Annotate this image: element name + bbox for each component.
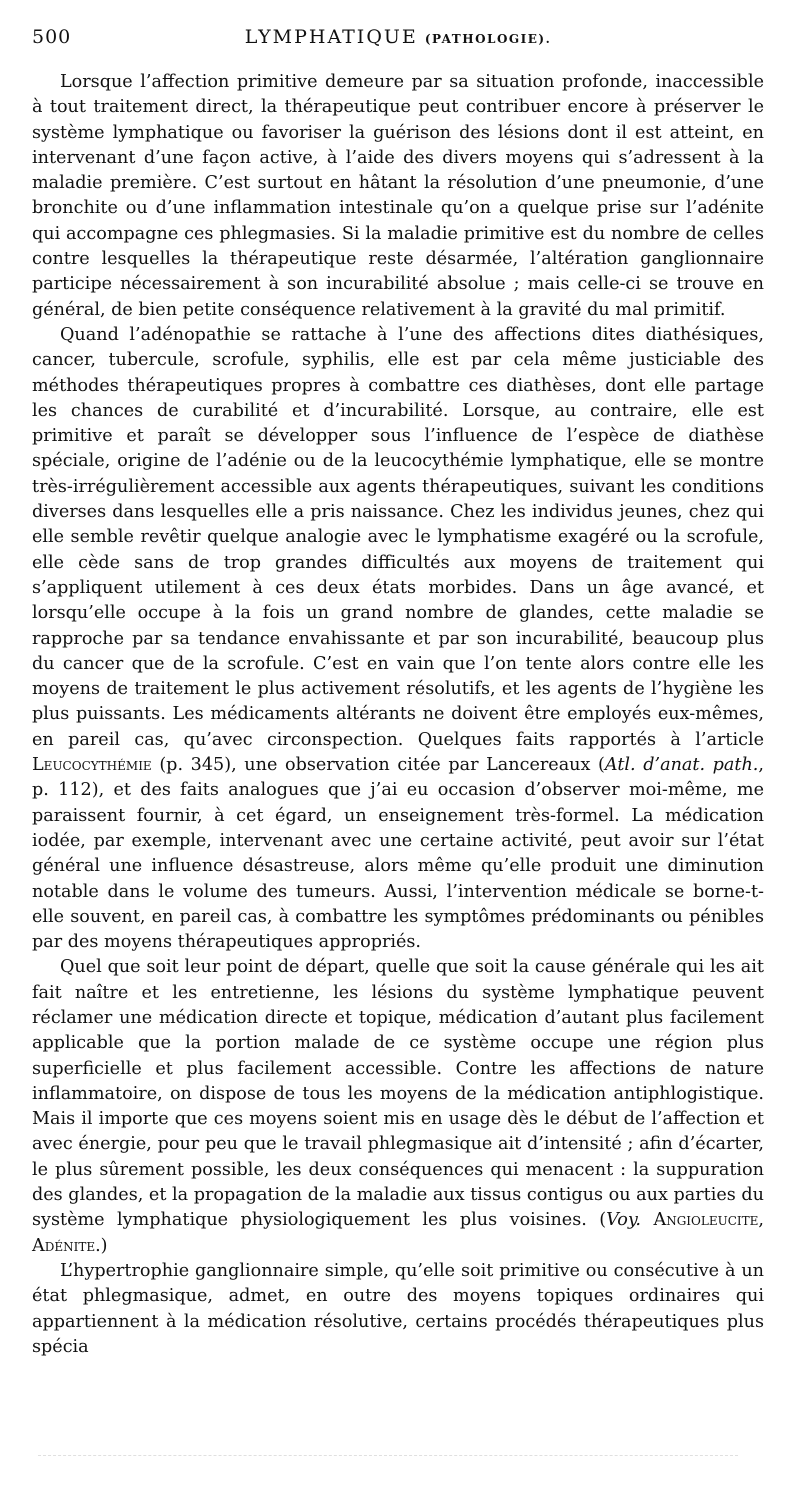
paragraph-4 xyxy=(32,1259,764,1360)
citation-atlas: Atl. d’anat. path. xyxy=(604,755,759,776)
cross-reference-leucocythemie: Leucocythémie xyxy=(32,755,152,776)
bottom-rule xyxy=(38,1455,738,1456)
cross-reference-separator: , xyxy=(758,1210,764,1231)
paragraph-1 xyxy=(32,70,764,323)
page-number: 500 xyxy=(32,26,72,48)
running-title xyxy=(32,26,764,48)
voy-abbreviation: Voy. xyxy=(606,1210,642,1231)
paragraph-2 xyxy=(32,323,764,955)
paragraph-1-text: Lorsque l’affection primitive demeure par sa situation profonde, inaccessible à tout traitement direct, la thérapeutique peut contribuer encore à préserver le système lymphatique ou favoriser la guérison des lésions dont il est atteint, en intervenant d’une façon active, à l’aide des divers moyens qui s’adressent à la maladie première. C’est surtout en hâtant la résolution d’une pneumonie, d’une bronchite ou d’une inflammation intestinale qu’on a quelque prise sur l’adénite qui accompagne ces phlegmasies. Si la maladie primitive est du nombre de celles contre lesquelles la thérapeutique reste désarmée, l’altération ganglionnaire participe nécessairement à son incurabilité absolue ; mais celle-ci se trouve en général, de bien petite conséquence relativement à la gravité du mal primitif. xyxy=(32,72,764,320)
cross-reference-angioleucite: Angioleucite xyxy=(653,1210,759,1231)
paragraph-2-text-1: Quand l’adénopathie se rattache à l’une des affections dites diathésiques, cancer, tubercule, scrofule, syphilis, elle est par cela même justiciable des méthodes thérapeutiques propres à combattre ces diathèses, dont elle partage les chances de curabilité et d’incurabilité. Lorsque, au contraire, elle est primitive et paraît se développer sous l’influence de l’espèce de diathèse spéciale, origine de l’adénie ou de la leucocythémie lymphatique, elle se montre très-irrégulièrement accessible aux agents thérapeutiques, suivant les conditions diverses dans lesquelles elle a pris naissance. Chez les individus jeunes, chez qui elle semble revêtir quelque analogie avec le lymphatisme exagéré ou la scrofule, elle cède sans de trop grandes difficultés aux moyens de traitement qui s’appliquent utilement à ces deux états morbides. Dans un âge avancé, et lorsqu’elle occupe à la fois un grand nombre de glandes, cette maladie se rapproche par sa tendance envahissante et par son incurabilité, beaucoup plus du cancer que de la scrofule. C’est en vain que l’on tente alors contre elle les moyens de traitement le plus activement résolutifs, et les agents de l’hygiène les plus puissants. Les médicaments altérants ne doivent être employés eux-mêmes, en pareil cas, qu’avec circonspection. Quelques faits rapportés à l’article xyxy=(32,324,764,750)
running-title-main: LYMPHATIQUE xyxy=(244,26,418,48)
paragraph-3 xyxy=(32,955,764,1259)
running-title-subtitle: (PATHOLOGIE). xyxy=(424,32,552,46)
paragraph-2-text-3: , p. 112), et des faits analogues que j’ai eu occasion d’observer moi-même, me paraissent fournir, à cet égard, un enseignement très-formel. La médication iodée, par exemple, intervenant avec une certaine activité, peut avoir sur l’état général une influence désastreuse, alors même qu’elle produit une diminution notable dans le volume des tumeurs. Aussi, l’intervention médicale se borne-t-elle souvent, en pareil cas, à combattre les symptômes prédominants ou pénibles par des moyens thérapeutiques appropriés. xyxy=(32,755,764,953)
document-page xyxy=(32,26,764,1360)
paragraph-4-text: L’hypertrophie ganglionnaire simple, qu’elle soit primitive ou consécutive à un état phlegmasique, admet, en outre des moyens topiques ordinaires qui appartiennent à la médication résolutive, certains procédés thérapeutiques plus spécia xyxy=(32,1260,764,1357)
paragraph-3-text-1: Quel que soit leur point de départ, quelle que soit la cause générale qui les ait fait naître et les entretienne, les lésions du système lymphatique peuvent réclamer une médication directe et topique, médication d’autant plus facilement applicable que la portion malade de ce système occupe une région plus superficielle et plus facilement accessible. Contre les affections de nature inflammatoire, on dispose de tous les moyens de la médication antiphlogistique. Mais il importe que ces moyens soient mis en usage dès le début de l’affection et avec énergie, pour peu que le travail phlegmasique ait d’intensité ; afin d’écarter, le plus sûrement possible, les deux conséquences qui menacent : la suppuration des glandes, et la propagation de la maladie aux tissus contigus ou aux parties du système lymphatique physiologiquement les plus voisines. ( xyxy=(32,957,764,1231)
body-text xyxy=(32,70,764,1360)
running-head xyxy=(32,26,764,56)
paragraph-3-text-2: .) xyxy=(95,1235,108,1256)
paragraph-2-text-2: (p. 345), une observation citée par Lancereaux ( xyxy=(151,755,605,776)
cross-reference-adenite: Adénite xyxy=(32,1235,96,1256)
